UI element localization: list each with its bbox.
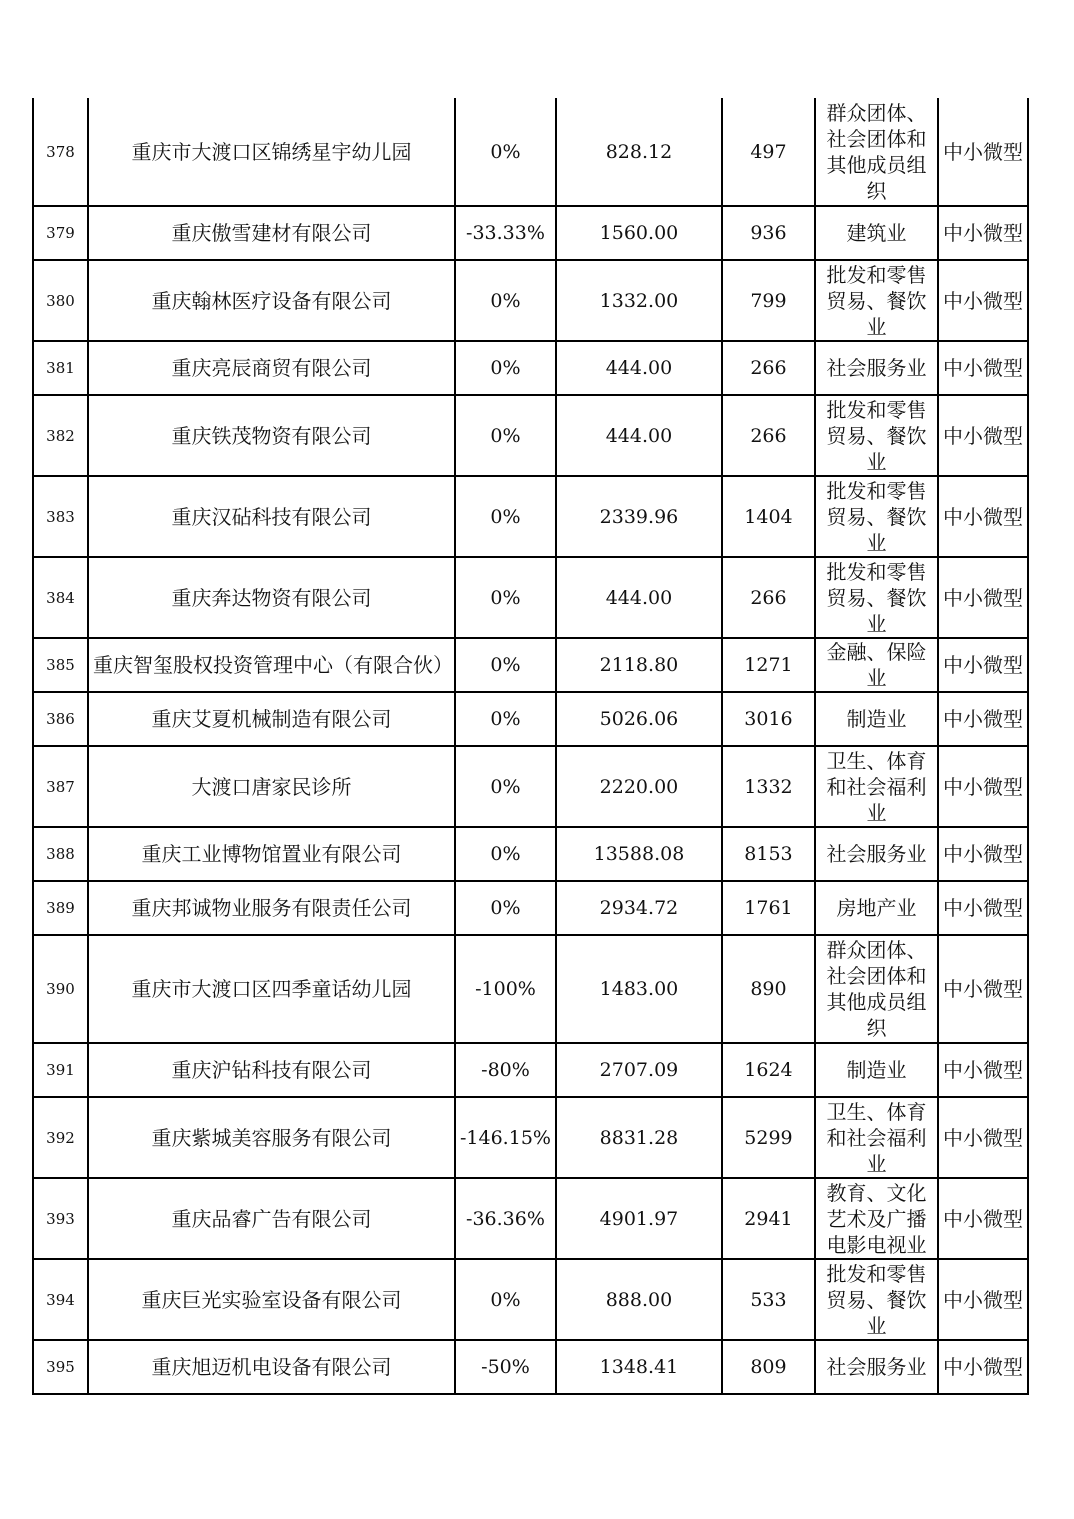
enterprise-type-cell: 中小微型 — [938, 881, 1028, 935]
enterprise-type-cell: 中小微型 — [938, 260, 1028, 341]
count-cell: 809 — [722, 1340, 815, 1394]
table-row — [33, 935, 1028, 1043]
enterprise-type-cell: 中小微型 — [938, 1097, 1028, 1178]
company-name-cell: 重庆紫城美容服务有限公司 — [88, 1097, 455, 1178]
count-cell: 1404 — [722, 476, 815, 557]
table-row — [33, 260, 1028, 341]
row-number-cell: 384 — [33, 557, 88, 638]
change-rate-cell: -36.36% — [455, 1178, 556, 1259]
industry-cell: 教育、文化艺术及广播电影电视业 — [815, 1178, 938, 1259]
table-row — [33, 881, 1028, 935]
company-name-cell: 重庆市大渡口区四季童话幼儿园 — [88, 935, 455, 1043]
amount-cell: 828.12 — [556, 98, 722, 206]
industry-cell: 社会服务业 — [815, 341, 938, 395]
enterprise-type-cell: 中小微型 — [938, 692, 1028, 746]
count-cell: 533 — [722, 1259, 815, 1340]
enterprise-type-cell: 中小微型 — [938, 935, 1028, 1043]
industry-cell: 群众团体、社会团体和其他成员组织 — [815, 935, 938, 1043]
table-row — [33, 692, 1028, 746]
amount-cell: 13588.08 — [556, 827, 722, 881]
change-rate-cell: -146.15% — [455, 1097, 556, 1178]
table-row — [33, 1043, 1028, 1097]
table-row — [33, 746, 1028, 827]
company-name-cell: 重庆傲雪建材有限公司 — [88, 206, 455, 260]
table-row — [33, 206, 1028, 260]
change-rate-cell: 0% — [455, 476, 556, 557]
company-name-cell: 重庆亮辰商贸有限公司 — [88, 341, 455, 395]
table-row — [33, 395, 1028, 476]
company-name-cell: 重庆翰林医疗设备有限公司 — [88, 260, 455, 341]
enterprise-type-cell: 中小微型 — [938, 746, 1028, 827]
industry-cell: 批发和零售贸易、餐饮业 — [815, 1259, 938, 1340]
enterprise-type-cell: 中小微型 — [938, 476, 1028, 557]
company-name-cell: 重庆旭迈机电设备有限公司 — [88, 1340, 455, 1394]
row-number-cell: 395 — [33, 1340, 88, 1394]
count-cell: 890 — [722, 935, 815, 1043]
count-cell: 1761 — [722, 881, 815, 935]
row-number-cell: 393 — [33, 1178, 88, 1259]
row-number-cell: 379 — [33, 206, 88, 260]
industry-cell: 卫生、体育和社会福利业 — [815, 746, 938, 827]
change-rate-cell: -33.33% — [455, 206, 556, 260]
change-rate-cell: 0% — [455, 1259, 556, 1340]
row-number-cell: 392 — [33, 1097, 88, 1178]
table-row — [33, 1097, 1028, 1178]
change-rate-cell: 0% — [455, 557, 556, 638]
company-name-cell: 重庆邦诚物业服务有限责任公司 — [88, 881, 455, 935]
change-rate-cell: 0% — [455, 98, 556, 206]
company-name-cell: 重庆品睿广告有限公司 — [88, 1178, 455, 1259]
table-row — [33, 557, 1028, 638]
amount-cell: 2339.96 — [556, 476, 722, 557]
count-cell: 3016 — [722, 692, 815, 746]
company-name-cell: 重庆铁茂物资有限公司 — [88, 395, 455, 476]
enterprise-type-cell: 中小微型 — [938, 1043, 1028, 1097]
enterprise-type-cell: 中小微型 — [938, 341, 1028, 395]
row-number-cell: 390 — [33, 935, 88, 1043]
amount-cell: 444.00 — [556, 557, 722, 638]
industry-cell: 群众团体、社会团体和其他成员组织 — [815, 98, 938, 206]
row-number-cell: 394 — [33, 1259, 88, 1340]
industry-cell: 建筑业 — [815, 206, 938, 260]
amount-cell: 2934.72 — [556, 881, 722, 935]
count-cell: 266 — [722, 395, 815, 476]
table-row — [33, 341, 1028, 395]
row-number-cell: 385 — [33, 638, 88, 692]
amount-cell: 4901.97 — [556, 1178, 722, 1259]
company-name-cell: 重庆艾夏机械制造有限公司 — [88, 692, 455, 746]
row-number-cell: 386 — [33, 692, 88, 746]
enterprise-type-cell: 中小微型 — [938, 98, 1028, 206]
amount-cell: 1560.00 — [556, 206, 722, 260]
amount-cell: 2118.80 — [556, 638, 722, 692]
company-name-cell: 重庆智玺股权投资管理中心（有限合伙） — [88, 638, 455, 692]
change-rate-cell: -50% — [455, 1340, 556, 1394]
change-rate-cell: 0% — [455, 881, 556, 935]
company-name-cell: 重庆工业博物馆置业有限公司 — [88, 827, 455, 881]
count-cell: 799 — [722, 260, 815, 341]
amount-cell: 2707.09 — [556, 1043, 722, 1097]
row-number-cell: 381 — [33, 341, 88, 395]
change-rate-cell: -80% — [455, 1043, 556, 1097]
row-number-cell: 391 — [33, 1043, 88, 1097]
change-rate-cell: 0% — [455, 827, 556, 881]
count-cell: 266 — [722, 341, 815, 395]
change-rate-cell: 0% — [455, 341, 556, 395]
change-rate-cell: 0% — [455, 746, 556, 827]
row-number-cell: 378 — [33, 98, 88, 206]
change-rate-cell: -100% — [455, 935, 556, 1043]
company-name-cell: 重庆巨光实验室设备有限公司 — [88, 1259, 455, 1340]
row-number-cell: 382 — [33, 395, 88, 476]
enterprise-type-cell: 中小微型 — [938, 1259, 1028, 1340]
enterprise-table — [32, 98, 1029, 1395]
industry-cell: 批发和零售贸易、餐饮业 — [815, 476, 938, 557]
enterprise-type-cell: 中小微型 — [938, 827, 1028, 881]
change-rate-cell: 0% — [455, 260, 556, 341]
industry-cell: 社会服务业 — [815, 1340, 938, 1394]
row-number-cell: 383 — [33, 476, 88, 557]
table-row — [33, 98, 1028, 206]
table-row — [33, 827, 1028, 881]
industry-cell: 批发和零售贸易、餐饮业 — [815, 395, 938, 476]
industry-cell: 制造业 — [815, 692, 938, 746]
company-name-cell: 重庆汉砧科技有限公司 — [88, 476, 455, 557]
enterprise-type-cell: 中小微型 — [938, 638, 1028, 692]
industry-cell: 金融、保险业 — [815, 638, 938, 692]
row-number-cell: 388 — [33, 827, 88, 881]
amount-cell: 1483.00 — [556, 935, 722, 1043]
count-cell: 8153 — [722, 827, 815, 881]
count-cell: 2941 — [722, 1178, 815, 1259]
amount-cell: 444.00 — [556, 341, 722, 395]
amount-cell: 444.00 — [556, 395, 722, 476]
count-cell: 266 — [722, 557, 815, 638]
amount-cell: 1332.00 — [556, 260, 722, 341]
count-cell: 497 — [722, 98, 815, 206]
amount-cell: 8831.28 — [556, 1097, 722, 1178]
row-number-cell: 380 — [33, 260, 88, 341]
enterprise-type-cell: 中小微型 — [938, 206, 1028, 260]
industry-cell: 批发和零售贸易、餐饮业 — [815, 557, 938, 638]
industry-cell: 卫生、体育和社会福利业 — [815, 1097, 938, 1178]
industry-cell: 制造业 — [815, 1043, 938, 1097]
table-row — [33, 1178, 1028, 1259]
company-name-cell: 重庆沪钻科技有限公司 — [88, 1043, 455, 1097]
change-rate-cell: 0% — [455, 395, 556, 476]
count-cell: 936 — [722, 206, 815, 260]
enterprise-type-cell: 中小微型 — [938, 1178, 1028, 1259]
industry-cell: 批发和零售贸易、餐饮业 — [815, 260, 938, 341]
enterprise-type-cell: 中小微型 — [938, 1340, 1028, 1394]
table-row — [33, 476, 1028, 557]
industry-cell: 房地产业 — [815, 881, 938, 935]
table-row — [33, 1340, 1028, 1394]
amount-cell: 888.00 — [556, 1259, 722, 1340]
enterprise-type-cell: 中小微型 — [938, 395, 1028, 476]
amount-cell: 2220.00 — [556, 746, 722, 827]
table-row — [33, 1259, 1028, 1340]
enterprise-type-cell: 中小微型 — [938, 557, 1028, 638]
count-cell: 1332 — [722, 746, 815, 827]
change-rate-cell: 0% — [455, 692, 556, 746]
table-row — [33, 638, 1028, 692]
row-number-cell: 387 — [33, 746, 88, 827]
table-body — [33, 98, 1028, 1394]
count-cell: 5299 — [722, 1097, 815, 1178]
row-number-cell: 389 — [33, 881, 88, 935]
change-rate-cell: 0% — [455, 638, 556, 692]
count-cell: 1271 — [722, 638, 815, 692]
amount-cell: 5026.06 — [556, 692, 722, 746]
company-name-cell: 重庆市大渡口区锦绣星宇幼儿园 — [88, 98, 455, 206]
amount-cell: 1348.41 — [556, 1340, 722, 1394]
company-name-cell: 大渡口唐家民诊所 — [88, 746, 455, 827]
industry-cell: 社会服务业 — [815, 827, 938, 881]
company-name-cell: 重庆奔达物资有限公司 — [88, 557, 455, 638]
count-cell: 1624 — [722, 1043, 815, 1097]
